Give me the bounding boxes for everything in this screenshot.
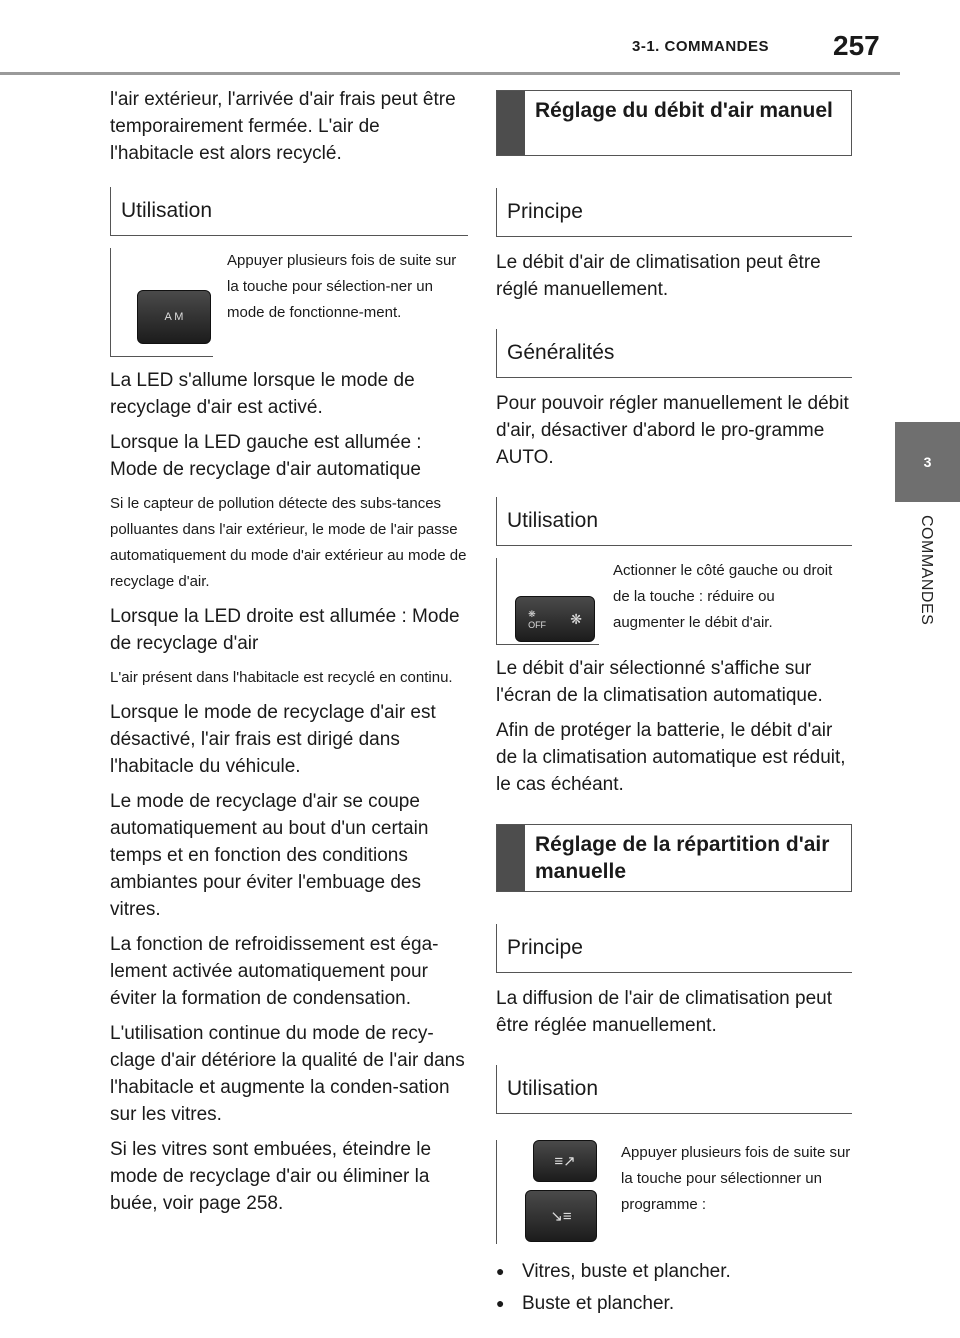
figure-fan-speed xyxy=(496,558,852,645)
section-heading-debit xyxy=(496,90,852,156)
chapter-tab-label: COMMANDES xyxy=(918,515,935,626)
note-paragraph: Si le capteur de pollution détecte des subs-tances polluantes dans l'air extérieur, le mode de l'air passe automatiquement du mode d'air extérieur au mode de recyclage d'air. xyxy=(110,495,467,590)
subheading-generalites xyxy=(496,329,852,378)
figure-caption: Appuyer plusieurs fois de suite sur la touche pour sélectionner un programme : xyxy=(621,1144,851,1213)
subheading-text: Principe xyxy=(507,200,583,223)
subheading-utilisation xyxy=(496,497,852,546)
intro-paragraph: l'air extérieur, l'arrivée d'air frais peut être temporairement fermée. L'air de l'habitacle est alors recyclé. xyxy=(110,89,456,164)
paragraph: Si les vitres sont embuées, éteindre le mode de recyclage d'air ou éliminer la buée, voir page 258. xyxy=(110,1139,432,1214)
paragraph: Le mode de recyclage d'air se coupe automatiquement au bout d'un certain temps et en fonction des conditions ambiantes pour éviter l'embuage des vitres. xyxy=(110,791,429,920)
list-item xyxy=(496,1290,852,1317)
fan-high-icon: ❋ xyxy=(570,610,582,627)
figure-recirculation xyxy=(110,248,468,357)
fan-speed-button-icon xyxy=(515,596,595,642)
figure-frame xyxy=(496,558,599,645)
figure-caption: Actionner le côté gauche ou droit de la touche : réduire ou augmenter le débit d'air. xyxy=(613,562,833,631)
section-bar xyxy=(497,91,525,155)
paragraph: Le débit d'air sélectionné s'affiche sur l'écran de la climatisation automatique. xyxy=(496,658,823,706)
section-title: Réglage de la répartition d'air manuelle xyxy=(535,833,830,883)
recirculation-button-icon xyxy=(137,290,211,344)
subheading-text: Principe xyxy=(507,936,583,959)
left-column xyxy=(110,86,468,1225)
windshield-distribution-icon: ≡↗ xyxy=(533,1140,597,1182)
subheading-principe xyxy=(496,924,852,973)
page-number: 257 xyxy=(833,30,880,61)
subheading-text: Utilisation xyxy=(507,509,599,532)
footwell-distribution-icon: ↘≡ xyxy=(525,1190,597,1242)
paragraph: Lorsque la LED gauche est allumée : Mode de recyclage d'air automatique xyxy=(110,432,422,480)
chapter-tab xyxy=(895,422,960,502)
section-bar xyxy=(497,825,525,891)
paragraph: Lorsque la LED droite est allumée : Mode de recyclage d'air xyxy=(110,606,460,654)
subheading-text: Généralités xyxy=(507,341,615,364)
paragraph: La fonction de refroidissement est éga-lement activée automatiquement pour éviter la formation de condensation. xyxy=(110,934,439,1009)
off-label: OFF xyxy=(528,619,547,630)
paragraph: La diffusion de l'air de climatisation peut être réglée manuellement. xyxy=(496,988,832,1036)
program-list xyxy=(496,1258,852,1317)
subheading-utilisation xyxy=(110,187,468,236)
paragraph: Lorsque le mode de recyclage d'air est désactivé, l'air frais est dirigé dans l'habitacle du véhicule. xyxy=(110,702,436,777)
paragraph: Le débit d'air de climatisation peut être réglé manuellement. xyxy=(496,252,821,300)
subheading-principe xyxy=(496,188,852,237)
paragraph: La LED s'allume lorsque le mode de recyclage d'air est activé. xyxy=(110,370,415,418)
bullet-icon: ● xyxy=(496,1295,505,1311)
chapter-title: 3-1. COMMANDES xyxy=(632,38,770,55)
subheading-text: Utilisation xyxy=(507,1077,599,1100)
subheading-text: Utilisation xyxy=(121,199,213,222)
section-heading-repartition xyxy=(496,824,852,892)
fan-low-icon: ❋ OFF xyxy=(528,608,547,630)
subheading-utilisation xyxy=(496,1065,852,1114)
list-item-text: Buste et plancher. xyxy=(522,1293,675,1314)
chapter-tab-number: 3 xyxy=(923,454,932,470)
list-item-text: Vitres, buste et plancher. xyxy=(522,1261,731,1282)
note-paragraph: L'air présent dans l'habitacle est recyclé en continu. xyxy=(110,669,453,686)
figure-air-distribution xyxy=(496,1140,852,1244)
list-item xyxy=(496,1258,852,1285)
figure-caption: Appuyer plusieurs fois de suite sur la touche pour sélection-ner un mode de fonctionne-ment. xyxy=(227,252,457,321)
right-column xyxy=(496,90,852,1322)
section-title: Réglage du débit d'air manuel xyxy=(535,99,833,122)
figure-frame xyxy=(110,248,213,357)
bullet-icon: ● xyxy=(496,1263,505,1279)
button-label: A M xyxy=(164,311,184,323)
header-rule xyxy=(0,72,900,75)
paragraph: L'utilisation continue du mode de recy-clage d'air détériore la qualité de l'air dans l'habitacle et augmente la conden-sation sur les vitres. xyxy=(110,1023,465,1125)
paragraph: Pour pouvoir régler manuellement le débit d'air, désactiver d'abord le pro-gramme AUTO. xyxy=(496,393,849,468)
figure-frame xyxy=(496,1140,597,1244)
paragraph: Afin de protéger la batterie, le débit d'air de la climatisation automatique est réduit, le cas échéant. xyxy=(496,720,846,795)
